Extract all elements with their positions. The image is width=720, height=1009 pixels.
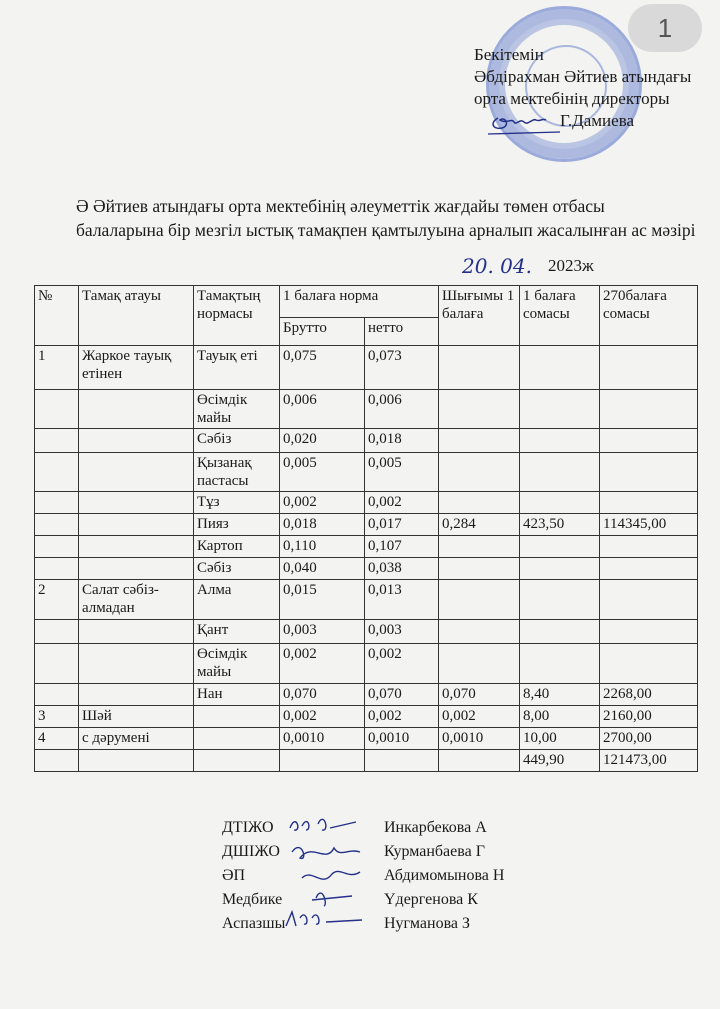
document-title: [76, 194, 716, 242]
cell-dish: [79, 536, 194, 558]
cell-dish: [79, 390, 194, 429]
cell-cost-one: [520, 644, 600, 684]
header-per-child-norm: 1 балаға норма: [280, 286, 439, 318]
cell-netto: 0,070: [365, 684, 439, 706]
cell-output: [439, 580, 520, 620]
cell-item: Сәбіз: [194, 558, 280, 580]
cell-item: Пияз: [194, 514, 280, 536]
cell-cost-one: [520, 492, 600, 514]
table-row: [35, 558, 698, 580]
cell-netto: 0,013: [365, 580, 439, 620]
cell-item: [194, 750, 280, 772]
cell-brutto: 0,015: [280, 580, 365, 620]
cell-cost-270: [600, 492, 698, 514]
cell-brutto: 0,002: [280, 706, 365, 728]
cell-brutto: 0,002: [280, 492, 365, 514]
cell-num: 1: [35, 346, 79, 390]
cell-cost-270: [600, 346, 698, 390]
cell-item: Картоп: [194, 536, 280, 558]
header-dish: Тамақ атауы: [79, 286, 194, 346]
cell-output: [439, 536, 520, 558]
cell-netto: 0,017: [365, 514, 439, 536]
cell-brutto: 0,018: [280, 514, 365, 536]
cell-item: Өсімдік майы: [194, 644, 280, 684]
cell-output: [439, 558, 520, 580]
table-row: [35, 429, 698, 453]
cell-brutto: 0,040: [280, 558, 365, 580]
cell-item: Сәбіз: [194, 429, 280, 453]
signatures-handwriting: [282, 808, 362, 932]
cell-netto: 0,038: [365, 558, 439, 580]
cell-dish: [79, 453, 194, 492]
cell-dish: [79, 620, 194, 644]
cell-cost-one: [520, 429, 600, 453]
table-row: [35, 580, 698, 620]
cell-item: [194, 706, 280, 728]
cell-item: Тауық еті: [194, 346, 280, 390]
cell-output: [439, 644, 520, 684]
cell-cost-one: [520, 558, 600, 580]
approval-line-1: Әбдірахман Әйтиев атындағы: [474, 67, 692, 86]
cell-cost-one: [520, 580, 600, 620]
cell-output: [439, 390, 520, 429]
cell-output: 0,284: [439, 514, 520, 536]
header-brutto: Брутто: [280, 318, 365, 346]
table-row: [35, 390, 698, 429]
cell-item: Тұз: [194, 492, 280, 514]
cell-netto: 0,0010: [365, 728, 439, 750]
cell-dish: [79, 492, 194, 514]
cell-num: [35, 644, 79, 684]
cell-cost-270: 2700,00: [600, 728, 698, 750]
signature-name: Үдергенова К: [384, 891, 478, 908]
cell-cost-one: [520, 346, 600, 390]
header-norm: Тамақтың нормасы: [194, 286, 280, 346]
table-row: [35, 453, 698, 492]
cell-cost-270: 121473,00: [600, 750, 698, 772]
cell-cost-one: [520, 536, 600, 558]
cell-cost-one: 423,50: [520, 514, 600, 536]
cell-num: 2: [35, 580, 79, 620]
cell-dish: Салат сәбіз-алмадан: [79, 580, 194, 620]
cell-cost-270: [600, 453, 698, 492]
cell-cost-270: [600, 536, 698, 558]
header-output: Шығымы 1 балаға: [439, 286, 520, 346]
approval-heading: Бекітемін: [474, 45, 544, 64]
table-row: [35, 684, 698, 706]
table-row: [35, 492, 698, 514]
signature-role: Аспазшы: [222, 915, 286, 932]
cell-output: 0,0010: [439, 728, 520, 750]
cell-dish: [79, 644, 194, 684]
approval-signer: Г.Дамиева: [560, 111, 635, 130]
cell-item: Нан: [194, 684, 280, 706]
cell-netto: 0,002: [365, 644, 439, 684]
cell-dish: [79, 750, 194, 772]
cell-num: [35, 514, 79, 536]
cell-num: [35, 536, 79, 558]
cell-output: [439, 453, 520, 492]
cell-item: Қант: [194, 620, 280, 644]
cell-brutto: 0,110: [280, 536, 365, 558]
cell-brutto: 0,070: [280, 684, 365, 706]
signature-name: Курманбаева Г: [384, 843, 485, 860]
cell-cost-270: [600, 390, 698, 429]
cell-item: Өсімдік майы: [194, 390, 280, 429]
cell-item: Алма: [194, 580, 280, 620]
cell-cost-270: 2160,00: [600, 706, 698, 728]
cell-netto: 0,006: [365, 390, 439, 429]
cell-brutto: 0,002: [280, 644, 365, 684]
director-signature: [484, 108, 564, 140]
signature-role: ДШІЖО: [222, 843, 280, 860]
signature-name: Абдимомынова Н: [384, 867, 505, 884]
cell-brutto: 0,005: [280, 453, 365, 492]
cell-dish: Шәй: [79, 706, 194, 728]
cell-cost-one: [520, 390, 600, 429]
signature-role: Медбике: [222, 891, 283, 908]
cell-cost-one: 449,90: [520, 750, 600, 772]
table-row: [35, 728, 698, 750]
cell-cost-270: [600, 580, 698, 620]
date-year: 2023ж: [548, 256, 594, 275]
cell-num: [35, 620, 79, 644]
cell-num: [35, 453, 79, 492]
cell-cost-270: [600, 558, 698, 580]
cell-dish: [79, 684, 194, 706]
cell-cost-one: 8,40: [520, 684, 600, 706]
cell-output: 0,002: [439, 706, 520, 728]
title-line-2: балаларына бір мезгіл ыстық тамақпен қамтылуына арналып жасалынған ас мәзірі: [76, 220, 696, 240]
table-row: [35, 644, 698, 684]
cell-dish: [79, 558, 194, 580]
table-row: [35, 514, 698, 536]
signature-role: ӘП: [222, 867, 246, 884]
cell-num: [35, 558, 79, 580]
header-cost-270: 270балаға сомасы: [600, 286, 698, 346]
cell-num: [35, 492, 79, 514]
title-line-1: Ә Әйтиев атындағы орта мектебінің әлеуметтік жағдайы төмен отбасы: [76, 196, 605, 216]
cell-dish: с дәрумені: [79, 728, 194, 750]
cell-netto: 0,003: [365, 620, 439, 644]
cell-num: 3: [35, 706, 79, 728]
cell-brutto: 0,006: [280, 390, 365, 429]
signature-name: Нугманова З: [384, 915, 471, 932]
cell-brutto: 0,003: [280, 620, 365, 644]
cell-cost-270: [600, 429, 698, 453]
cell-netto: 0,005: [365, 453, 439, 492]
cell-num: [35, 429, 79, 453]
cell-cost-one: [520, 453, 600, 492]
cell-cost-270: [600, 620, 698, 644]
cell-brutto: 0,020: [280, 429, 365, 453]
table-row: [35, 346, 698, 390]
table-header-row: [35, 286, 698, 318]
table-row: [35, 750, 698, 772]
cell-num: [35, 750, 79, 772]
cell-cost-270: 2268,00: [600, 684, 698, 706]
cell-cost-one: 10,00: [520, 728, 600, 750]
cell-dish: Жаркое тауық етінен: [79, 346, 194, 390]
handwritten-date: 20. 04.: [462, 254, 532, 278]
cell-brutto: 0,0010: [280, 728, 365, 750]
cell-output: 0,070: [439, 684, 520, 706]
cell-netto: 0,107: [365, 536, 439, 558]
cell-cost-270: [600, 644, 698, 684]
cell-netto: 0,002: [365, 492, 439, 514]
cell-output: [439, 429, 520, 453]
signature-name: Инкарбекова А: [384, 819, 487, 836]
cell-cost-270: 114345,00: [600, 514, 698, 536]
page-number-badge: 1: [628, 4, 702, 52]
header-cost-one: 1 балаға сомасы: [520, 286, 600, 346]
table-row: [35, 620, 698, 644]
cell-dish: [79, 514, 194, 536]
cell-cost-one: [520, 620, 600, 644]
cell-dish: [79, 429, 194, 453]
cell-output: [439, 346, 520, 390]
header-netto: нетто: [365, 318, 439, 346]
cell-item: Қызанақ пастасы: [194, 453, 280, 492]
table-row: [35, 536, 698, 558]
header-num: №: [35, 286, 79, 346]
table-row: [35, 706, 698, 728]
signature-role: ДТІЖО: [222, 819, 274, 836]
cell-output: [439, 750, 520, 772]
cell-netto: 0,002: [365, 706, 439, 728]
cell-netto: 0,073: [365, 346, 439, 390]
cell-output: [439, 620, 520, 644]
menu-table: [34, 285, 698, 772]
approval-line-2: орта мектебінің директоры: [474, 89, 670, 108]
cell-num: [35, 684, 79, 706]
cell-netto: [365, 750, 439, 772]
cell-netto: 0,018: [365, 429, 439, 453]
cell-output: [439, 492, 520, 514]
cell-brutto: 0,075: [280, 346, 365, 390]
cell-num: [35, 390, 79, 429]
cell-cost-one: 8,00: [520, 706, 600, 728]
cell-brutto: [280, 750, 365, 772]
cell-num: 4: [35, 728, 79, 750]
cell-item: [194, 728, 280, 750]
